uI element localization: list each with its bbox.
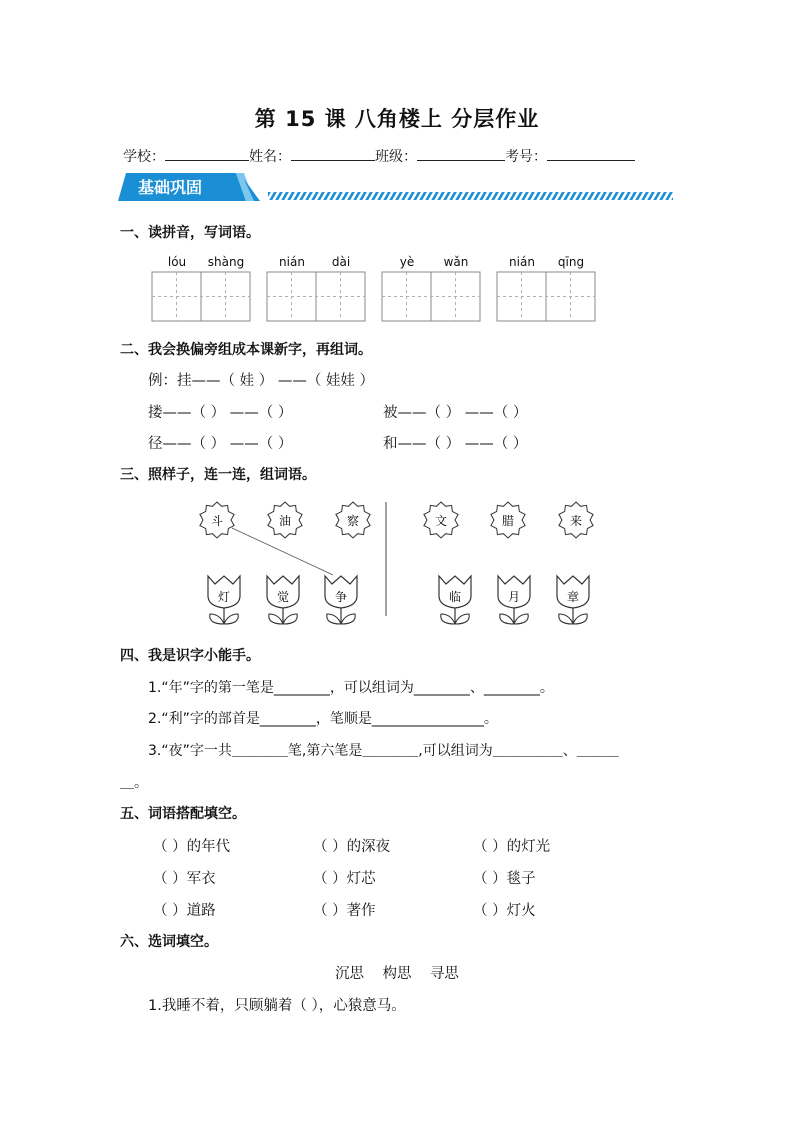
pinyin-label: nián [279, 255, 305, 269]
pinyin-label: wǎn [443, 255, 469, 269]
exercise-row-2b[interactable]: 和——（ ） ——（ ） [383, 436, 528, 452]
question-4-2[interactable]: 2.“利”字的部首是________，笔顺是________________。 [148, 711, 498, 727]
question-4-3-continued: ＿。 [120, 775, 148, 791]
question-4-3[interactable]: 3.“夜”字一共＿＿＿＿笔,第六笔是＿＿＿＿,可以组词为＿＿＿＿＿、＿＿＿ [148, 743, 619, 759]
star-char: 油 [278, 514, 292, 528]
tulip-char: 章 [566, 590, 580, 604]
question-4-1[interactable]: 1.“年”字的第一笔是________，可以组词为________、________。 [148, 680, 554, 696]
exercise-row-1a[interactable]: 搂——（ ） ——（ ） [148, 405, 293, 421]
section-1-heading: 一、读拼音，写词语。 [120, 225, 260, 241]
tulip-shape[interactable] [325, 576, 357, 624]
section-2-heading: 二、我会换偏旁组成本课新字，再组词。 [120, 342, 372, 358]
section-4-heading: 四、我是识字小能手。 [120, 648, 260, 664]
match-item[interactable]: （ ）著作 [313, 903, 376, 919]
match-item[interactable]: （ ）的灯光 [473, 839, 551, 855]
pinyin-label: dài [331, 255, 351, 269]
star-char: 斗 [210, 514, 224, 528]
page-title: 第 15 课 八角楼上 分层作业 [254, 107, 540, 131]
banner-label: 基础巩固 [138, 180, 203, 197]
star-shape[interactable] [424, 502, 458, 538]
tulip-shape[interactable] [557, 576, 589, 624]
match-item[interactable]: （ ）灯芯 [313, 871, 376, 887]
exam-no-label: 考号： [505, 149, 547, 165]
pinyin-label: lóu [167, 255, 187, 269]
tulip-shape[interactable] [439, 576, 471, 624]
star-char: 察 [346, 514, 360, 528]
section-3-heading: 三、照样子，连一连，组词语。 [120, 467, 316, 483]
tulip-shape[interactable] [267, 576, 299, 624]
pinyin-label: nián [509, 255, 535, 269]
school-label: 学校： [123, 149, 165, 165]
match-item[interactable]: （ ）灯火 [473, 903, 536, 919]
exercise-row-1b[interactable]: 被——（ ） ——（ ） [383, 405, 528, 421]
match-item[interactable]: （ ）军衣 [153, 871, 216, 887]
star-char: 腊 [501, 514, 515, 528]
star-shape[interactable] [200, 502, 234, 538]
exam-no-blank[interactable] [547, 147, 635, 161]
tulip-shape[interactable] [498, 576, 530, 624]
star-char: 文 [434, 514, 448, 528]
star-shape[interactable] [491, 502, 525, 538]
tulip-char: 月 [507, 590, 521, 604]
match-item[interactable]: （ ）道路 [153, 903, 216, 919]
school-blank[interactable] [165, 147, 249, 161]
student-info-line [123, 146, 635, 166]
star-shape[interactable] [268, 502, 302, 538]
tulip-char: 灯 [217, 590, 231, 604]
match-item[interactable]: （ ）的深夜 [313, 839, 391, 855]
tianzige-boxes[interactable] [150, 271, 600, 323]
question-6-1[interactable]: 1.我睡不着，只顾躺着（ ），心猿意马。 [148, 998, 406, 1014]
tulip-char: 临 [448, 590, 462, 604]
tulip-char: 觉 [276, 590, 290, 604]
class-blank[interactable] [417, 147, 505, 161]
match-item[interactable]: （ ）毯子 [473, 871, 536, 887]
name-blank[interactable] [291, 147, 375, 161]
star-char: 来 [569, 514, 583, 528]
class-label: 班级： [375, 149, 417, 165]
exercise-row-2a[interactable]: 径——（ ） ——（ ） [148, 436, 293, 452]
star-shape[interactable] [559, 502, 593, 538]
pinyin-label: yè [399, 255, 415, 269]
word-choices: 沉思 构思 寻思 [335, 966, 459, 982]
section-5-heading: 五、词语搭配填空。 [120, 806, 246, 822]
tulip-shape[interactable] [208, 576, 240, 624]
name-label: 姓名： [249, 149, 291, 165]
section-banner [118, 171, 676, 205]
tulip-char: 争 [334, 590, 348, 604]
matching-diagram [190, 498, 610, 628]
example-line: 例：挂——（ 娃 ） ——（ 娃娃 ） [148, 373, 375, 389]
section-6-heading: 六、选词填空。 [120, 934, 218, 950]
match-item[interactable]: （ ）的年代 [153, 839, 231, 855]
pinyin-label: qīng [557, 255, 585, 269]
star-shape[interactable] [336, 502, 370, 538]
pinyin-label: shàng [207, 255, 245, 269]
